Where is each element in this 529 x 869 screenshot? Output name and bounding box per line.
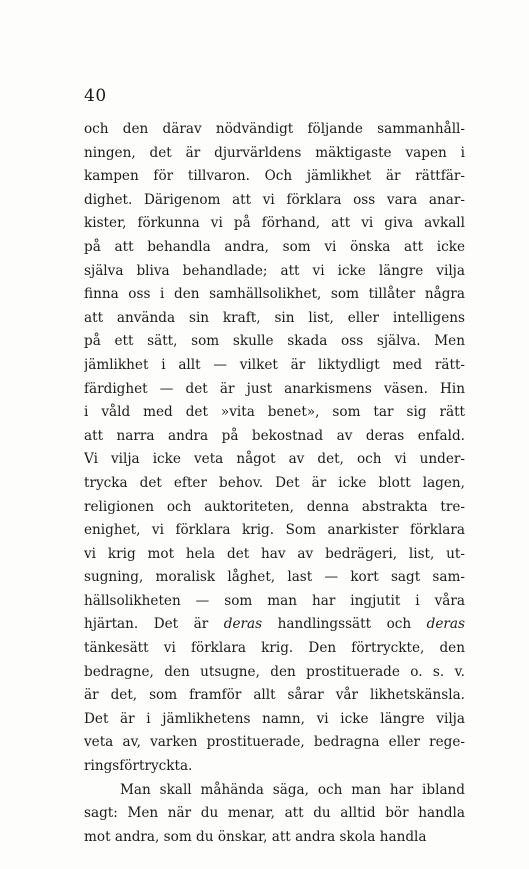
emphasis: deras [426,616,465,633]
text-line: hjärtan. Det är deras handlingssätt och deras [84,616,465,633]
text-line: och den därav nödvändigt följande sammanhåll- [84,121,465,137]
text-line: Det är i jämlikhetens namn, vi icke längre vilja [84,710,465,727]
text-line: trycka det efter behov. Det är icke blott lagen, [84,474,465,491]
text-line: veta av, varken prostituerade, bedragna eller rege- [84,734,465,751]
text-line: är det, som framför allt sårar vår likhetskänsla. [84,687,465,704]
text-line: tänkesätt vi förklara krig. Den förtryckte, den [84,640,465,657]
text-line: Vi vilja icke veta något av det, och vi under- [84,451,465,468]
text-line: att narra andra på bekostnad av deras enfald. [84,427,465,444]
text-line: kampen för tillvaron. Och jämlikhet är rättfär- [84,168,465,185]
text-line: färdighet — det är just anarkismens väsen. Hin [84,380,465,397]
text-line: hällsolikheten — som man har ingjutit i våra [84,592,465,609]
text-line: vi krig mot hela det hav av bedrägeri, list, ut- [84,545,465,562]
text-line: sugning, moralisk låghet, last — kort sagt sam- [84,569,465,586]
text-line: bedragne, den utsugne, den prostituerade o. s. v. [84,663,465,680]
text-line: på ett sätt, som skulle skada oss själva. Men [84,333,465,350]
text-line: religionen och auktoriteten, denna abstrakta tre- [84,498,465,515]
text-line: sagt: Men när du menar, att du alltid bör handla [84,805,465,822]
text-line: kister, förkunna vi på förhand, att vi giva avkall [84,215,465,232]
body-text [84,118,465,849]
text-line: själva bliva behandlade; att vi icke längre vilja [84,262,465,279]
text-line: finna oss i den samhällsolikhet, som tillåter några [84,286,465,303]
text-line: ringsförtryckta. [84,758,193,775]
text-line: i våld med det »vita benet», som tar sig rätt [84,404,465,421]
text-line: Man skall måhända säga, och man har ibland [120,781,465,798]
text-line: att använda sin kraft, sin list, eller intelligens [84,309,465,326]
text-line: enighet, vi förklara krig. Som anarkister förklara [84,522,465,539]
text-line: ningen, det är djurvärldens mäktigaste vapen i [84,144,465,161]
text-line: jämlikhet i allt — vilket är liktydligt med rätt- [84,356,465,373]
page-number: 40 [84,86,107,106]
text-line: dighet. Därigenom att vi förklara oss vara anar- [84,191,465,208]
text-line: mot andra, som du önskar, att andra skola handla [84,828,427,845]
emphasis: deras [223,616,263,633]
text-line: på att behandla andra, som vi önska att icke [84,238,465,255]
